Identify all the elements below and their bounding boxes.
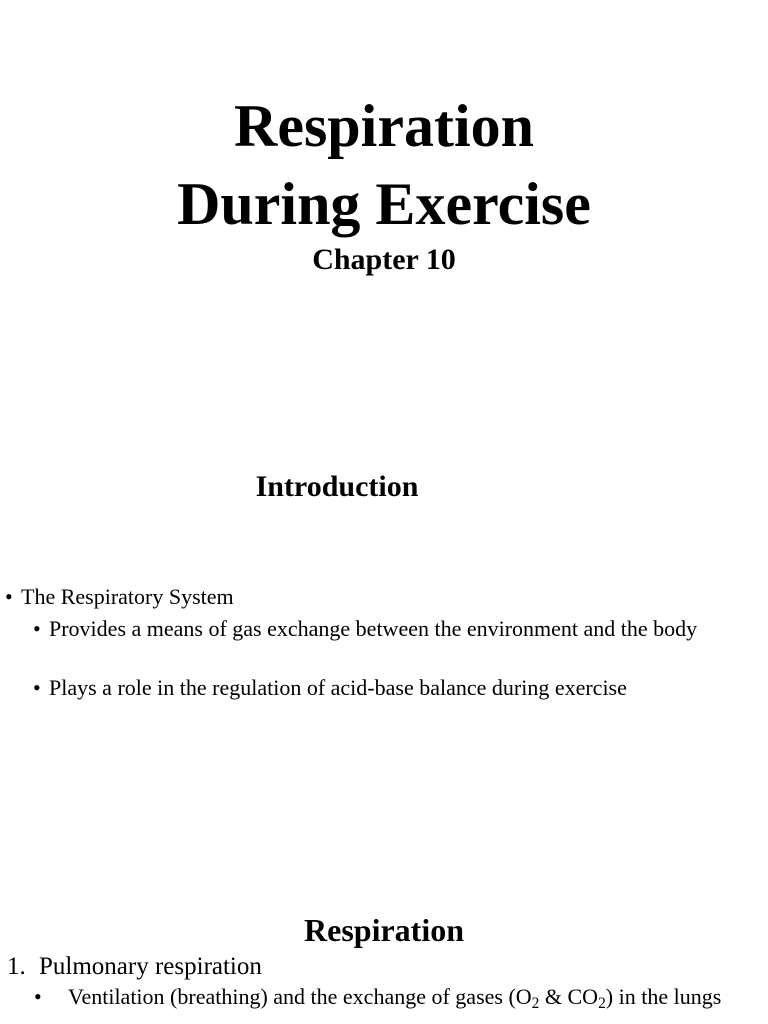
- bullet-dot: •: [34, 984, 42, 1009]
- chapter-subtitle: Chapter 10: [312, 243, 456, 276]
- sub-bullet-gas-exchange: [33, 615, 753, 643]
- bullet-dot: •: [33, 616, 41, 641]
- sub-bullet-ventilation: [34, 983, 764, 1011]
- sub-bullet-text: Provides a means of gas exchange between the environment and the body: [49, 616, 698, 641]
- bullet-respiratory-system: [5, 583, 234, 611]
- bullet-text: The Respiratory System: [21, 584, 234, 609]
- sub-bullet-acid-base: [33, 674, 753, 702]
- bullet-dot: •: [5, 584, 13, 609]
- sub-bullet-text: Ventilation (breathing) and the exchange of gases ($O_2$ & $CO_2$) in the lungs: [68, 984, 722, 1012]
- title-line-2: During Exercise: [177, 171, 591, 237]
- list-number: 1.: [7, 953, 26, 980]
- respiration-heading: Respiration: [304, 912, 464, 948]
- bullet-dot: •: [33, 675, 41, 700]
- list-item-text: Pulmonary respiration: [39, 953, 262, 980]
- introduction-heading: Introduction: [255, 470, 419, 503]
- sub-bullet-text: Plays a role in the regulation of acid-base balance during exercise: [49, 675, 627, 700]
- title-line-1: Respiration: [234, 93, 534, 159]
- list-item-pulmonary-respiration: [7, 952, 262, 982]
